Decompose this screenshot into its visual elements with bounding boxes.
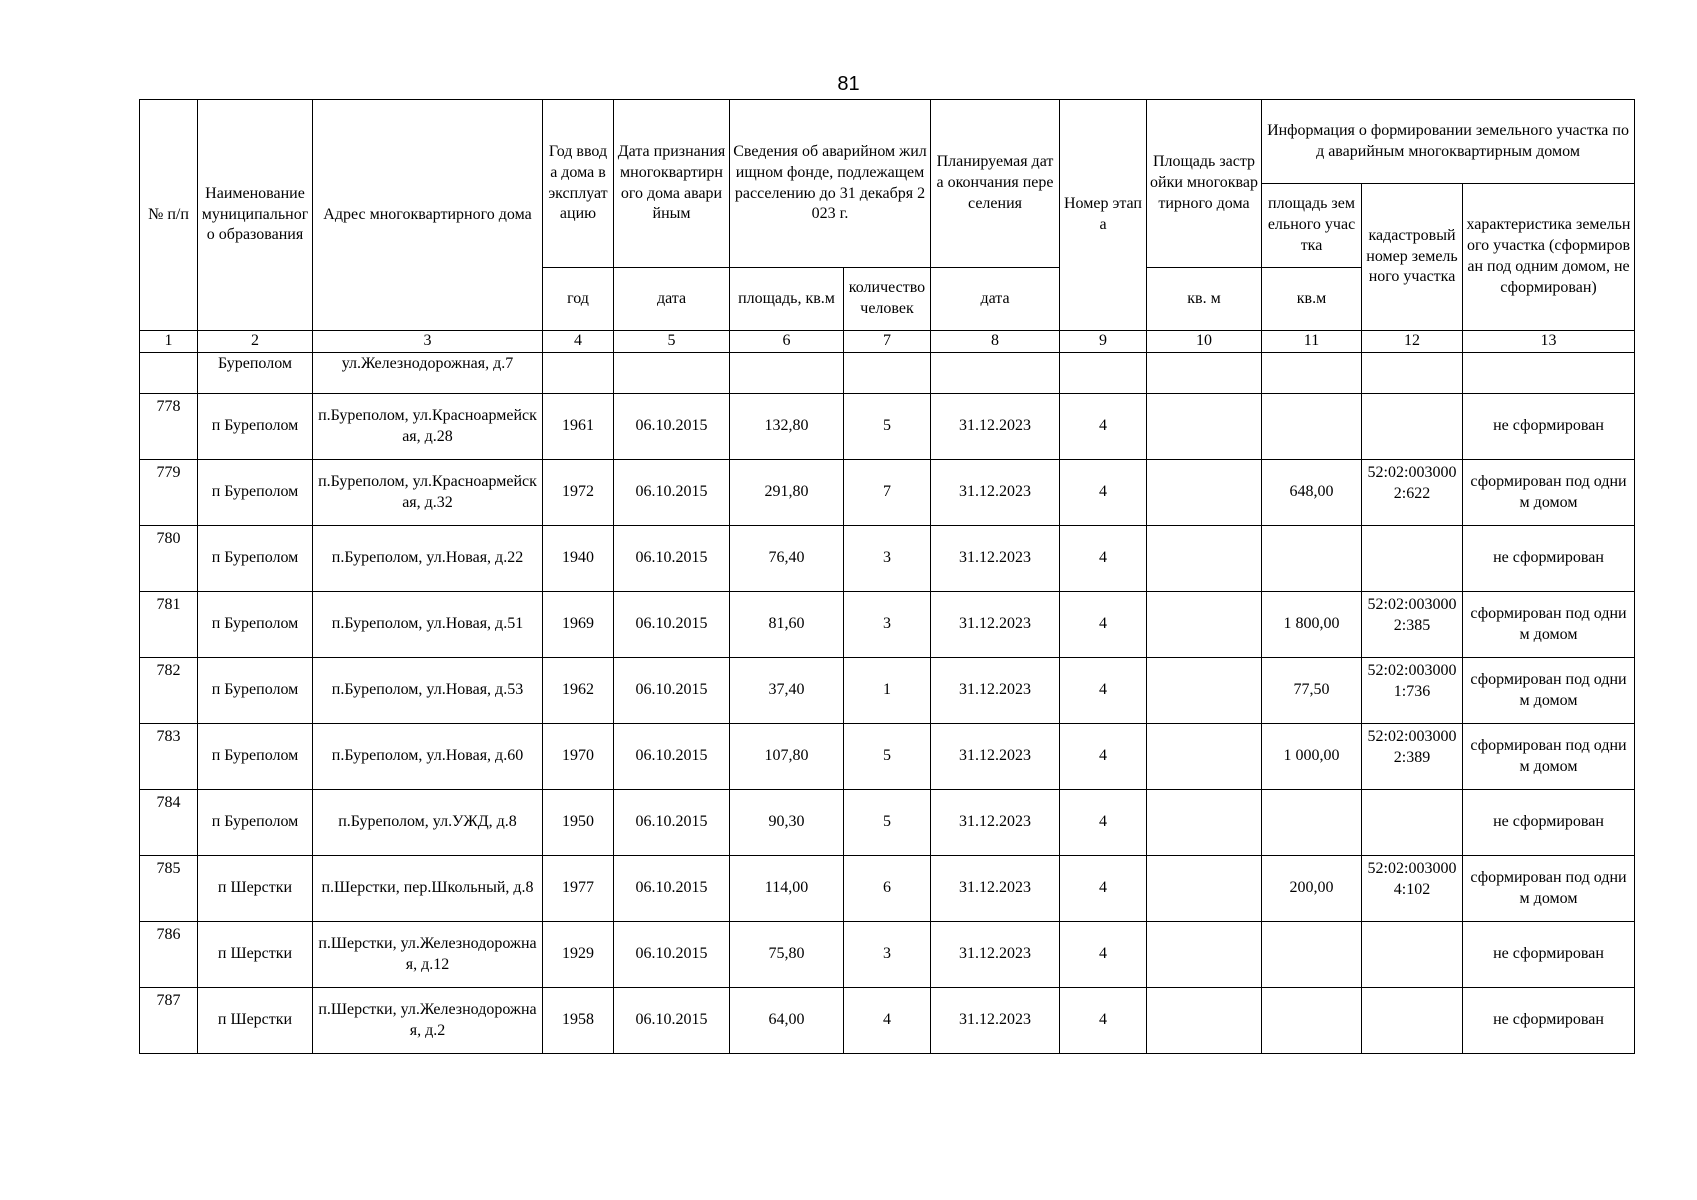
cell-cadastral-number	[1362, 526, 1463, 592]
cell-emergency-date: 06.10.2015	[614, 922, 730, 988]
cell-building-area	[1147, 658, 1262, 724]
cell-people: 3	[844, 592, 931, 658]
column-number: 12	[1362, 331, 1463, 353]
header-cadastral-number: кадастровый номер земельного участка	[1362, 184, 1463, 331]
cell-emergency-date: 06.10.2015	[614, 526, 730, 592]
cell-stage: 4	[1060, 460, 1147, 526]
cell-plot-status: не сформирован	[1463, 790, 1635, 856]
cell-area	[730, 353, 844, 394]
cell-people: 7	[844, 460, 931, 526]
cell-year: 1970	[543, 724, 614, 790]
cell-year: 1972	[543, 460, 614, 526]
cell-address: п.Буреполом, ул.Новая, д.51	[313, 592, 543, 658]
cell-plot-status: сформирован под одним домом	[1463, 724, 1635, 790]
table-row	[140, 394, 1635, 460]
cell-municipality: п Шерстки	[198, 856, 313, 922]
cell-cadastral-number: 52:02:0030001:736	[1362, 658, 1463, 724]
cell-emergency-date: 06.10.2015	[614, 394, 730, 460]
cell-number	[140, 353, 198, 394]
cell-stage: 4	[1060, 790, 1147, 856]
cell-year: 1969	[543, 592, 614, 658]
cell-stage: 4	[1060, 922, 1147, 988]
cell-plot-area: 1 000,00	[1262, 724, 1362, 790]
column-number: 9	[1060, 331, 1147, 353]
cell-building-area	[1147, 856, 1262, 922]
header-address: Адрес многоквартирного дома	[313, 100, 543, 331]
table-row	[140, 526, 1635, 592]
cell-number: 786	[140, 922, 198, 988]
resettlement-table	[139, 99, 1635, 1054]
cell-address: п.Буреполом, ул.Новая, д.53	[313, 658, 543, 724]
cell-address: п.Шерстки, ул.Железнодорожная, д.12	[313, 922, 543, 988]
cell-planned-date: 31.12.2023	[931, 658, 1060, 724]
cell-cadastral-number: 52:02:0030002:385	[1362, 592, 1463, 658]
cell-plot-area: 77,50	[1262, 658, 1362, 724]
cell-municipality: п Буреполом	[198, 526, 313, 592]
cell-address: п.Буреполом, ул.Новая, д.22	[313, 526, 543, 592]
header-building-area: Площадь застройки многоквартирного дома	[1147, 100, 1262, 268]
cell-building-area	[1147, 724, 1262, 790]
unit-people: количество человек	[844, 268, 931, 331]
unit-date: дата	[614, 268, 730, 331]
cell-municipality: п Буреполом	[198, 658, 313, 724]
cell-people: 1	[844, 658, 931, 724]
cell-plot-area	[1262, 790, 1362, 856]
cell-emergency-date: 06.10.2015	[614, 988, 730, 1054]
cell-year: 1977	[543, 856, 614, 922]
cell-plot-status: не сформирован	[1463, 988, 1635, 1054]
column-numbers-row	[140, 331, 1635, 353]
cell-address: п.Буреполом, ул.УЖД, д.8	[313, 790, 543, 856]
header-emergency-housing-info: Сведения об аварийном жилищном фонде, подлежащем расселению до 31 декабря 2023 г.	[730, 100, 931, 268]
header-emergency-date: Дата признания многоквартирного дома аварийным	[614, 100, 730, 268]
cell-plot-status: сформирован под одним домом	[1463, 592, 1635, 658]
cell-number: 783	[140, 724, 198, 790]
cell-cadastral-number	[1362, 353, 1463, 394]
cell-address: ул.Железнодорожная, д.7	[313, 353, 543, 394]
header-land-plot-info: Информация о формировании земельного участка под аварийным многоквартирным домом	[1262, 100, 1635, 184]
cell-cadastral-number	[1362, 988, 1463, 1054]
cell-building-area	[1147, 526, 1262, 592]
cell-people: 4	[844, 988, 931, 1054]
cell-plot-status: не сформирован	[1463, 394, 1635, 460]
cell-cadastral-number: 52:02:0030002:389	[1362, 724, 1463, 790]
cell-planned-date: 31.12.2023	[931, 922, 1060, 988]
cell-planned-date: 31.12.2023	[931, 790, 1060, 856]
cell-plot-area	[1262, 526, 1362, 592]
header-year-commissioned: Год ввода дома в эксплуатацию	[543, 100, 614, 268]
cell-cadastral-number	[1362, 922, 1463, 988]
page-number: 81	[837, 73, 860, 95]
header-land-plot-area: площадь земельного участка	[1262, 184, 1362, 268]
cell-planned-date: 31.12.2023	[931, 988, 1060, 1054]
cell-plot-status: сформирован под одним домом	[1463, 856, 1635, 922]
cell-address: п.Буреполом, ул.Красноармейская, д.32	[313, 460, 543, 526]
cell-stage: 4	[1060, 658, 1147, 724]
header-number: № п/п	[140, 100, 198, 331]
cell-stage: 4	[1060, 592, 1147, 658]
header-planned-date: Планируемая дата окончания переселения	[931, 100, 1060, 268]
cell-municipality: п Буреполом	[198, 790, 313, 856]
cell-cadastral-number	[1362, 790, 1463, 856]
column-number: 10	[1147, 331, 1262, 353]
cell-area: 76,40	[730, 526, 844, 592]
table-row	[140, 856, 1635, 922]
cell-number: 778	[140, 394, 198, 460]
cell-plot-status: сформирован под одним домом	[1463, 658, 1635, 724]
continuation-row	[140, 353, 1635, 394]
cell-municipality: Буреполом	[198, 353, 313, 394]
cell-area: 75,80	[730, 922, 844, 988]
cell-number: 779	[140, 460, 198, 526]
header-municipality: Наименование муниципального образования	[198, 100, 313, 331]
cell-number: 784	[140, 790, 198, 856]
cell-plot-area	[1262, 353, 1362, 394]
cell-people: 5	[844, 790, 931, 856]
cell-building-area	[1147, 394, 1262, 460]
cell-address: п.Буреполом, ул.Красноармейская, д.28	[313, 394, 543, 460]
cell-cadastral-number: 52:02:0030002:622	[1362, 460, 1463, 526]
cell-area: 81,60	[730, 592, 844, 658]
unit-year: год	[543, 268, 614, 331]
cell-address: п.Шерстки, пер.Школьный, д.8	[313, 856, 543, 922]
cell-building-area	[1147, 460, 1262, 526]
cell-address: п.Шерстки, ул.Железнодорожная, д.2	[313, 988, 543, 1054]
cell-stage	[1060, 353, 1147, 394]
cell-building-area	[1147, 988, 1262, 1054]
cell-cadastral-number: 52:02:0030004:102	[1362, 856, 1463, 922]
cell-plot-status	[1463, 353, 1635, 394]
cell-number: 780	[140, 526, 198, 592]
column-number: 6	[730, 331, 844, 353]
cell-plot-area	[1262, 988, 1362, 1054]
cell-area: 291,80	[730, 460, 844, 526]
column-number: 13	[1463, 331, 1635, 353]
cell-building-area	[1147, 353, 1262, 394]
cell-stage: 4	[1060, 394, 1147, 460]
cell-emergency-date: 06.10.2015	[614, 724, 730, 790]
cell-stage: 4	[1060, 526, 1147, 592]
cell-people	[844, 353, 931, 394]
cell-area: 64,00	[730, 988, 844, 1054]
cell-stage: 4	[1060, 988, 1147, 1054]
cell-area: 132,80	[730, 394, 844, 460]
column-number: 7	[844, 331, 931, 353]
cell-plot-area: 200,00	[1262, 856, 1362, 922]
cell-number: 785	[140, 856, 198, 922]
cell-year: 1929	[543, 922, 614, 988]
cell-municipality: п Буреполом	[198, 592, 313, 658]
table-row	[140, 592, 1635, 658]
cell-plot-area	[1262, 922, 1362, 988]
header-stage-number: Номер этапа	[1060, 100, 1147, 331]
column-number: 11	[1262, 331, 1362, 353]
cell-number: 782	[140, 658, 198, 724]
cell-address: п.Буреполом, ул.Новая, д.60	[313, 724, 543, 790]
cell-area: 37,40	[730, 658, 844, 724]
cell-people: 3	[844, 922, 931, 988]
column-number: 4	[543, 331, 614, 353]
cell-municipality: п Буреполом	[198, 394, 313, 460]
cell-plot-area	[1262, 394, 1362, 460]
cell-cadastral-number	[1362, 394, 1463, 460]
cell-number: 781	[140, 592, 198, 658]
cell-planned-date	[931, 353, 1060, 394]
cell-building-area	[1147, 922, 1262, 988]
cell-emergency-date: 06.10.2015	[614, 460, 730, 526]
cell-emergency-date: 06.10.2015	[614, 856, 730, 922]
column-number: 3	[313, 331, 543, 353]
unit-plot-area: кв.м	[1262, 268, 1362, 331]
cell-planned-date: 31.12.2023	[931, 460, 1060, 526]
cell-plot-status: не сформирован	[1463, 922, 1635, 988]
cell-plot-area: 648,00	[1262, 460, 1362, 526]
cell-year: 1961	[543, 394, 614, 460]
cell-planned-date: 31.12.2023	[931, 526, 1060, 592]
cell-year: 1950	[543, 790, 614, 856]
table-row	[140, 460, 1635, 526]
cell-stage: 4	[1060, 724, 1147, 790]
cell-area: 90,30	[730, 790, 844, 856]
column-number: 8	[931, 331, 1060, 353]
cell-people: 3	[844, 526, 931, 592]
cell-planned-date: 31.12.2023	[931, 592, 1060, 658]
cell-plot-status: не сформирован	[1463, 526, 1635, 592]
table-row	[140, 724, 1635, 790]
unit-area: площадь, кв.м	[730, 268, 844, 331]
cell-stage: 4	[1060, 856, 1147, 922]
cell-year: 1958	[543, 988, 614, 1054]
cell-emergency-date: 06.10.2015	[614, 658, 730, 724]
cell-area: 114,00	[730, 856, 844, 922]
cell-building-area	[1147, 592, 1262, 658]
cell-planned-date: 31.12.2023	[931, 394, 1060, 460]
cell-plot-area: 1 800,00	[1262, 592, 1362, 658]
cell-municipality: п Шерстки	[198, 922, 313, 988]
cell-emergency-date	[614, 353, 730, 394]
cell-area: 107,80	[730, 724, 844, 790]
cell-people: 5	[844, 724, 931, 790]
table-row	[140, 658, 1635, 724]
cell-municipality: п Буреполом	[198, 460, 313, 526]
cell-people: 6	[844, 856, 931, 922]
table-row	[140, 922, 1635, 988]
cell-municipality: п Шерстки	[198, 988, 313, 1054]
cell-plot-status: сформирован под одним домом	[1463, 460, 1635, 526]
column-number: 1	[140, 331, 198, 353]
cell-people: 5	[844, 394, 931, 460]
cell-municipality: п Буреполом	[198, 724, 313, 790]
table-row	[140, 988, 1635, 1054]
header-land-plot-status: характеристика земельного участка (сформирован под одним домом, не сформирован)	[1463, 184, 1635, 331]
cell-emergency-date: 06.10.2015	[614, 790, 730, 856]
column-number: 5	[614, 331, 730, 353]
cell-building-area	[1147, 790, 1262, 856]
unit-planned-date: дата	[931, 268, 1060, 331]
unit-building-area: кв. м	[1147, 268, 1262, 331]
cell-emergency-date: 06.10.2015	[614, 592, 730, 658]
cell-planned-date: 31.12.2023	[931, 724, 1060, 790]
cell-planned-date: 31.12.2023	[931, 856, 1060, 922]
cell-year: 1962	[543, 658, 614, 724]
cell-number: 787	[140, 988, 198, 1054]
cell-year	[543, 353, 614, 394]
column-number: 2	[198, 331, 313, 353]
cell-year: 1940	[543, 526, 614, 592]
table-row	[140, 790, 1635, 856]
